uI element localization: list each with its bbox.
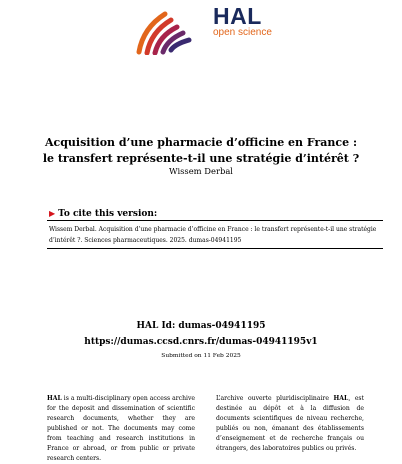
hal-description-fr <box>216 394 364 454</box>
hal-description-fr-text: , est destinée au dépôt et à la diffusion de documents scientifiques de niveau recherche, publiés ou non, émanant des établissements d’enseignement et de recherche français ou étrangers, des laboratoires publics ou privés. <box>216 395 365 452</box>
citation-text: Wissem Derbal. Acquisition d’une pharmacie d’officine en France : le transfert représente-t-il une stratégie d’intérêt ?. Sciences pharmaceutiques. 2025. dumas-04941195 <box>49 226 377 244</box>
document-title: Acquisition d’une pharmacie d’officine en France : le transfert représente-t-il une stratégie d’intérêt ? <box>42 136 360 165</box>
triangle-right-icon: ▶ <box>49 208 56 218</box>
hal-bold-en: HAL <box>47 395 62 402</box>
cite-heading <box>49 208 157 219</box>
submitted-date: Submitted on 11 Feb 2025 <box>161 353 241 359</box>
cite-rule-top <box>47 220 383 221</box>
hal-logo <box>135 0 295 55</box>
hal-description-en-text: is a multi-disciplinary open access archive for the deposit and dissemination of scientific research documents, whether they are published or not. The documents may come from teaching and research institutions in France or abroad, or from public or private research centers. <box>47 395 195 462</box>
hal-bold-fr: HAL <box>333 395 349 402</box>
cite-rule-bottom <box>47 248 383 249</box>
hal-id: HAL Id: dumas-04941195 <box>136 321 266 331</box>
hal-logo-tagline: open science <box>213 27 272 38</box>
hal-logo-icon <box>135 0 207 55</box>
hal-logo-text: HAL <box>213 3 262 29</box>
hal-description-en <box>47 394 195 464</box>
cite-heading-label: To cite this version: <box>58 209 158 219</box>
document-url[interactable]: https://dumas.ccsd.cnrs.fr/dumas-04941195v1 <box>84 337 318 347</box>
author: Wissem Derbal <box>168 166 233 176</box>
hal-description-fr-pre: L’archive ouverte pluridisciplinaire <box>216 395 334 402</box>
